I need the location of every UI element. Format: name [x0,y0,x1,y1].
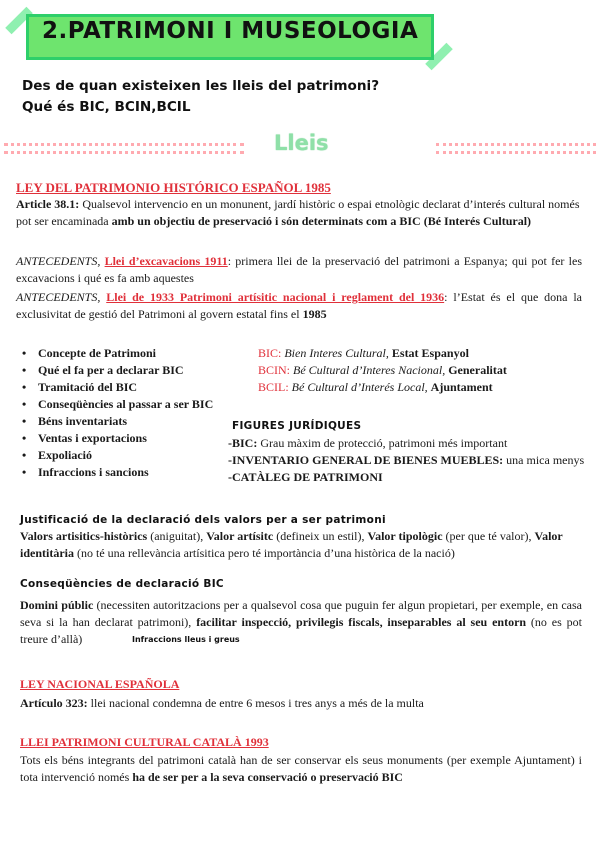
dotted-divider-left-2 [4,151,244,154]
law2-heading: LEY NACIONAL ESPAÑOLA [20,677,180,691]
law2-article [20,695,582,712]
dotted-divider-left [4,143,244,146]
question-2: Qué és BIC, BCIN,BCIL [22,99,191,115]
antecedent-1 [16,253,582,287]
dotted-divider-right [436,143,596,146]
category-bcin [258,362,507,379]
category-bic [258,345,469,362]
list-item: • Qué el fa per a declarar BIC [22,362,262,379]
consequences-heading: Conseqüències de declaració BIC [20,578,224,590]
category-desc: Bé Cultural d’Interes Nacional, [293,363,446,377]
value-typological: Valor tipològic [367,529,443,543]
law1-article [16,196,582,230]
antecedent-1-label: ANTECEDENTS, [16,254,101,268]
antecedent-2-year: 1985 [302,307,327,321]
antecedent-1-link: Llei d’excavacions 1911 [104,254,228,268]
list-item: • Ventas i exportacions [22,430,262,447]
law1-article-text: Qualsevol intervencio en un monunent, jardí històric o espai etnològic declarat d’interés cultural només pot ser encaminada [16,197,580,228]
antecedent-2-link: Llei de 1933 Patrimoni artísitic nacional i reglament del 1936 [106,290,445,304]
law3-heading: LLEI PATRIMONI CULTURAL CATALÀ 1993 [20,735,269,749]
antecedent-2-label: ANTECEDENTS, [16,290,101,304]
category-code: BCIN: [258,363,291,377]
category-desc: Bé Cultural d’Interés Local, [291,380,428,394]
figure-1-text: Grau màxim de protecció, patrimoni més important [257,436,508,450]
value-historic-note: (aniguitat), [147,529,207,543]
law2-article-text: llei nacional condemna de entre 6 mesos i tres anys a més de la multa [87,696,424,710]
value-typological-note: (per que té valor), [442,529,535,543]
topics-list [22,345,262,481]
category-bcil [258,379,493,396]
list-item: • Concepte de Patrimoni [22,345,262,362]
figure-2-text: una mica menys [503,453,585,467]
infractions-note: Infraccions lleus i greus [132,635,240,644]
figure-2 [228,452,584,469]
category-code: BIC: [258,346,282,360]
law1-article-bold: amb un objectiu de preservació i són determinats com a BIC (Bé Interés Cultural) [111,214,532,228]
law2-article-label: Artículo 323: [20,696,88,710]
page-title: 2.PATRIMONI I MUSEOLOGIA [42,18,419,44]
consequence-list-note: (no es pot treure d’allà) [20,615,583,646]
law1-article-label: Article 38.1: [16,197,80,211]
figure-2-label: -INVENTARIO GENERAL DE BIENES MUEBLES: [228,453,504,467]
consequence-public-domain-note: (necessiten autoritzacions per a qualsevol cosa que puguin fer algun propietari, per exemple, en casa seva si la han declarat patrimoni), [20,598,582,629]
figure-3-label: -CATÀLEG DE PATRIMONI [228,470,383,484]
figures-heading: FIGURES JURÍDIQUES [232,420,362,432]
category-owner: Estat Espanyol [391,346,469,360]
value-artistic: Valor artísitc [206,529,274,543]
question-1: Des de quan existeixen les lleis del patrimoni? [22,78,380,94]
list-item: • Conseqüències al passar a ser BIC [22,396,262,413]
justification-heading: Justificació de la declaració dels valors per a ser patrimoni [20,514,386,526]
antecedent-2 [16,289,582,323]
law3-bold: ha de ser per a la seva conservació o preservació BIC [132,770,403,784]
category-owner: Ajuntament [430,380,493,394]
value-identity: Valor identitària [20,529,563,560]
category-code: BCIL: [258,380,289,394]
consequences-text [20,597,582,648]
consequence-public-domain: Domini públic [20,598,94,612]
category-owner: Generalitat [448,363,507,377]
law1-heading: LEY DEL PATRIMONIO HISTÓRICO ESPAÑOL 1985 [16,180,331,195]
law3-text [20,752,582,786]
dotted-divider-right-2 [436,151,596,154]
category-desc: Bien Interes Cultural, [284,346,389,360]
antecedent-2-text: : l’Estat és el que dona la exclusivitat de gestió del Patrimoni al govern estatal fins el [16,290,583,321]
consequence-list: facilitar inspecció, privilegis fiscals, inseparables al seu entorn [196,615,527,629]
value-historic: Valors artisitics-històrics [20,529,148,543]
antecedent-1-text: : primera llei de la preservació del patrimoni a Espanya; qui pot fer les excavacions i qué es fa amb aquestes [16,254,582,285]
value-artistic-note: (defineix un estil), [273,529,368,543]
figure-1 [228,435,507,452]
list-item: • Béns inventariats [22,413,262,430]
justification-text [20,528,582,562]
list-item: • Tramitació del BIC [22,379,262,396]
law3-body: Tots els béns integrants del patrimoni català han de ser conservar els seus monuments (per exemple Ajuntament) i tota intervenció només [20,753,582,784]
value-identity-note: (no té una rellevància artísitica pero té importància d’una històrica de la nació) [74,546,455,560]
list-item: • Infraccions i sancions [22,464,262,481]
figure-3 [228,469,383,486]
list-item: • Expoliació [22,447,262,464]
section-title: Lleis [274,131,329,155]
figure-1-label: -BIC: [228,436,258,450]
